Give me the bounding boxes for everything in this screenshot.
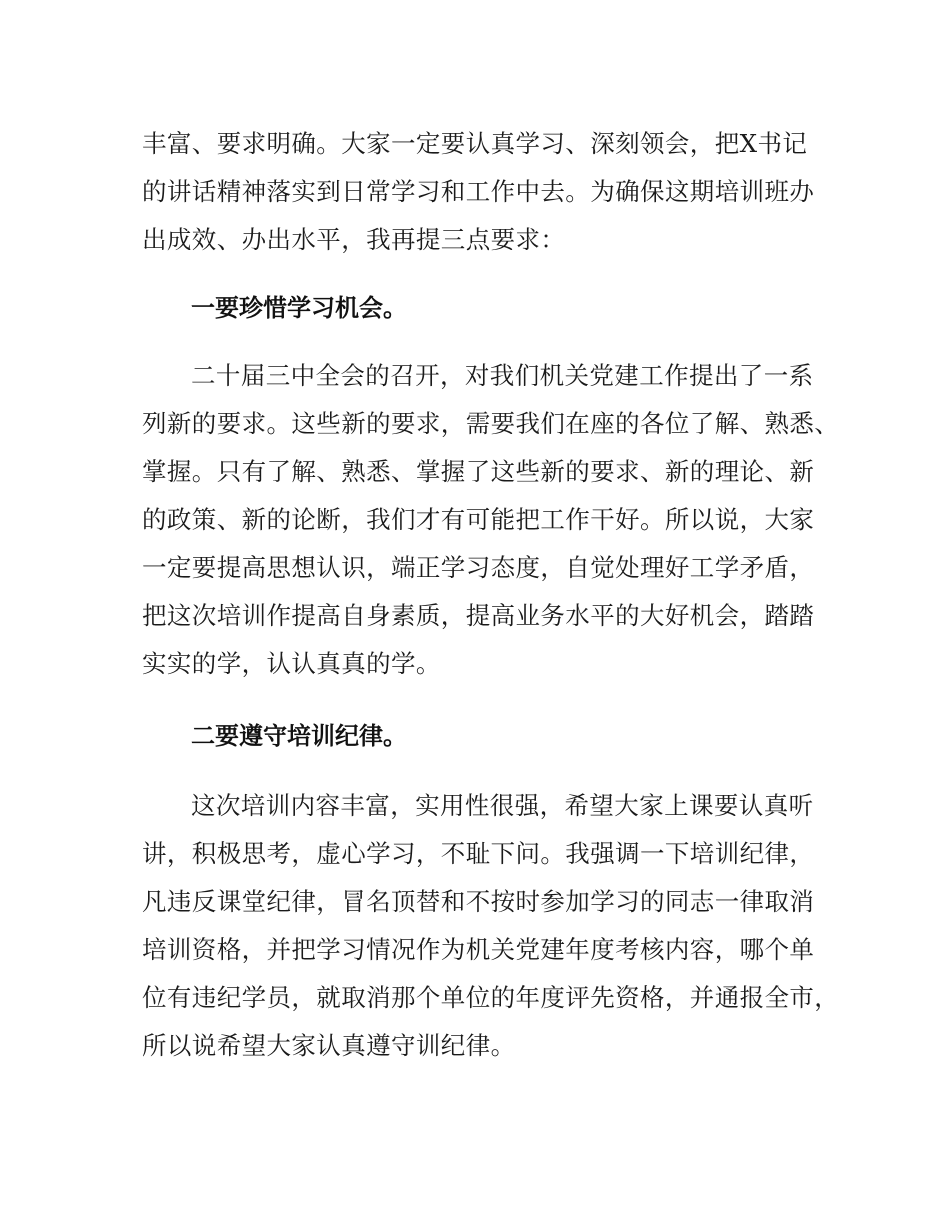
paragraph-2-line-4: 培训资格，并把学习情况作为机关党建年度考核内容，哪个单 <box>142 935 815 964</box>
section-heading-1: 一要珍惜学习机会。 <box>191 294 407 322</box>
paragraph-1-line-7: 实实的学，认认真真的学。 <box>142 649 441 678</box>
paragraph-1-line-6: 把这次培训作提高自身素质，提高业务水平的大好机会，踏踏 <box>142 601 815 630</box>
paragraph-1-line-4: 的政策、新的论断，我们才有可能把工作干好。所以说，大家 <box>142 505 815 534</box>
paragraph-2-line-6: 所以说希望大家认真遵守训纪律。 <box>142 1031 516 1060</box>
paragraph-2-line-3: 凡违反课堂纪律，冒名顶替和不按时参加学习的同志一律取消 <box>142 887 815 916</box>
paragraph-1-line-5: 一定要提高思想认识，端正学习态度，自觉处理好工学矛盾， <box>142 553 815 582</box>
intro-line-1: 丰富、要求明确。大家一定要认真学习、深刻领会，把X书记 <box>142 129 808 158</box>
paragraph-1-line-1: 二十届三中全会的召开，对我们机关党建工作提出了一系 <box>191 361 814 390</box>
intro-line-3: 出成效、办出水平，我再提三点要求： <box>142 225 566 254</box>
intro-line-2: 的讲话精神落实到日常学习和工作中去。为确保这期培训班办 <box>142 177 815 206</box>
section-heading-2: 二要遵守培训纪律。 <box>191 722 407 750</box>
paragraph-1-line-2: 列新的要求。这些新的要求，需要我们在座的各位了解、熟悉、 <box>142 409 840 438</box>
paragraph-2-line-5: 位有违纪学员，就取消那个单位的年度评先资格，并通报全市， <box>142 983 840 1012</box>
paragraph-2-line-1: 这次培训内容丰富，实用性很强，希望大家上课要认真听 <box>191 791 814 820</box>
paragraph-2-line-2: 讲，积极思考，虚心学习，不耻下问。我强调一下培训纪律， <box>142 839 815 868</box>
paragraph-1-line-3: 掌握。只有了解、熟悉、掌握了这些新的要求、新的理论、新 <box>142 457 815 486</box>
